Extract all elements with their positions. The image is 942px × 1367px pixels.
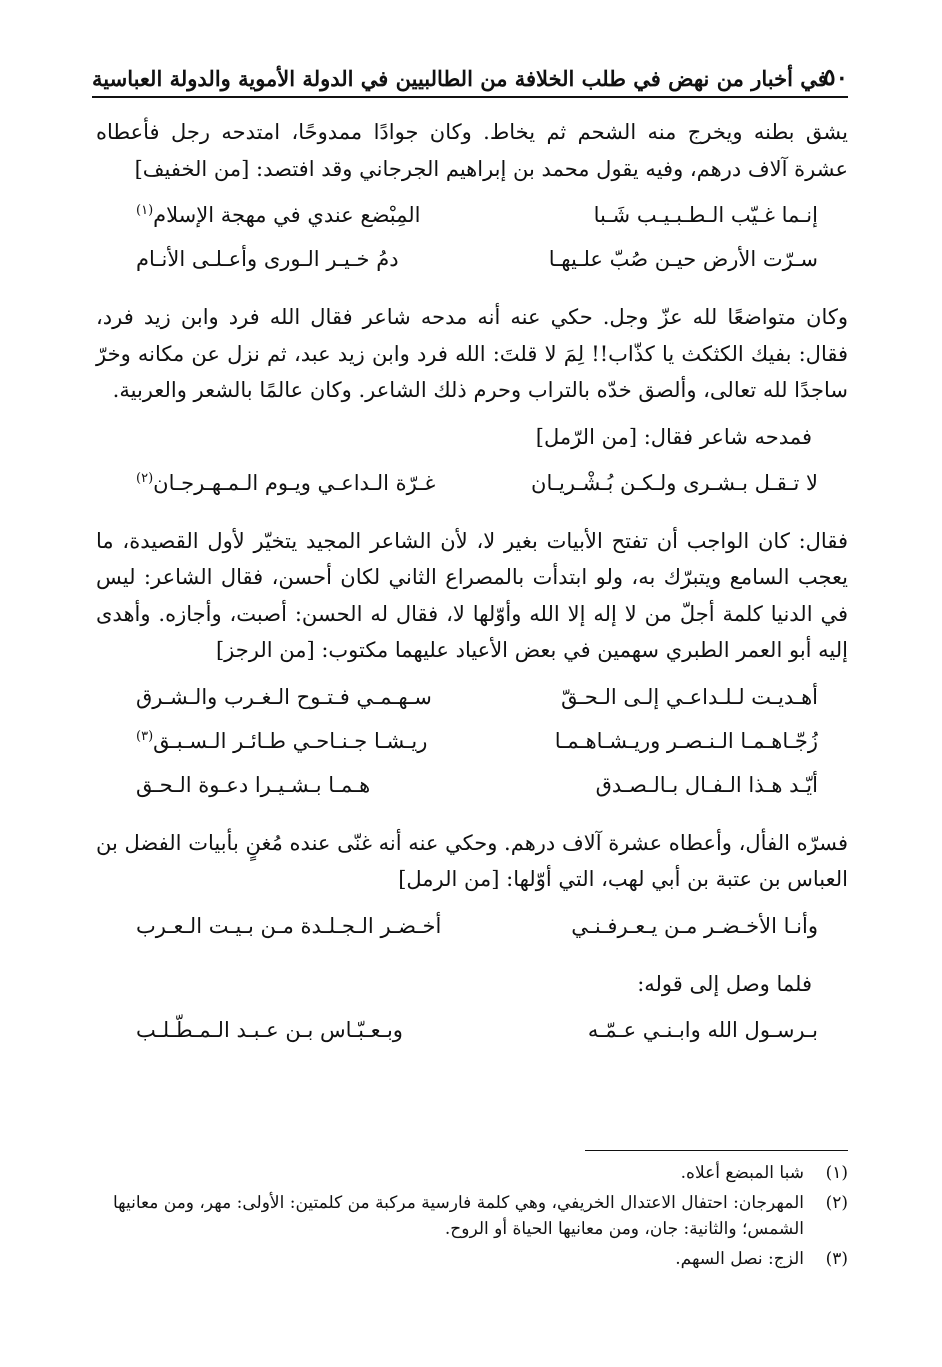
poem-intro: فلما وصل إلى قوله: <box>637 971 812 996</box>
poem <box>96 465 848 509</box>
paragraph: يشق بطنه ويخرج منه الشحم ثم يخاط. وكان جوادًا ممدوحًا، امتدحه رجل فأعطاه عشرة آلاف درهم، وفيه يقول محمد بن إبراهيم الجرجاني وقد افتصد: [من الخفيف] <box>96 120 848 181</box>
verse-line <box>96 679 848 723</box>
footnote <box>96 1160 848 1186</box>
first-hemistich: بـرسـول الله وابـنـي عـمّـه <box>587 1017 818 1042</box>
verse-line <box>96 723 848 767</box>
hemistich-text: غـرّة الـداعـي ويـوم الـمـهـرجـان <box>153 470 436 495</box>
first-hemistich: وأنـا الأخـضـر مـن يـعـرفـنـي <box>571 913 818 938</box>
second-hemistich <box>136 729 427 753</box>
first-hemistich: لا تـقـل بـشـرى ولـكـن بُـشْـريـان <box>531 470 818 495</box>
verse-line <box>96 241 848 285</box>
first-hemistich: أيّـد هـذا الـفـال بـالـصـدق <box>595 772 818 797</box>
second-hemistich: سـهـمـي فـتـوح الـغـرب والـشـرق <box>136 684 432 709</box>
verse-line <box>96 767 848 811</box>
footnote-separator <box>585 1150 848 1151</box>
footnote-number: (٢) <box>825 1193 848 1213</box>
footnote-text: الزج: نصل السهم. <box>675 1249 804 1269</box>
first-hemistich: زُجّـاهـمـا الـنـصـر وريـشـاهـمـا <box>554 728 818 753</box>
running-header <box>92 62 848 98</box>
verse-line <box>96 908 848 952</box>
second-hemistich <box>136 471 435 495</box>
main-text <box>96 108 848 1070</box>
footnote-text: المهرجان: احتفال الاعتدال الخريفي، وهي كلمة فارسية مركبة من كلمتين: الأولى: مهر، ومن معانيها الشمس؛ والثانية: جان، ومن معانيها الحياة أو الروح. <box>112 1193 804 1239</box>
second-hemistich: هـمـا بـشـيـرا دعـوة الـحـق <box>136 772 371 797</box>
hemistich-text: ريـشـا جـنـاحـي طـائـر الـسـبـق <box>153 728 428 753</box>
paragraph: وكان متواضعًا لله عزّ وجل. حكي عنه أنه مدحه شاعر فقال الله فرد وابن زيد فرد، فقال: بفيك الكثكث يا كذّاب!! لِمَ لا قلتَ: الله فرد وابن زيد عبد، ثم نزل عن مكانه وخرّ ساجدًا لله تعالى، وألصق خدّه بالتراب وحرم ذلك الشاعر. وكان عالمًا بالشعر والعربية. <box>96 305 849 402</box>
footnote-ref: (٣) <box>136 728 154 744</box>
first-hemistich: سـرّت الأرض حيـن صُبّ علـيهـا <box>548 247 818 271</box>
hemistich-text: المِبْضع عندي في مهجة الإسلام <box>153 203 421 227</box>
footnote <box>96 1190 848 1242</box>
poem <box>96 1012 848 1056</box>
second-hemistich: أخـضـر الـجـلـدة مـن بـيـت الـعـرب <box>136 913 442 938</box>
verse-line <box>96 197 848 241</box>
verse-line <box>96 1012 848 1056</box>
page-number: ٥٠ <box>823 64 848 91</box>
footnote-number: (١) <box>825 1163 848 1183</box>
second-hemistich <box>136 203 421 227</box>
second-hemistich: دمُ خـيـر الـورى وأعـلـى الأنـام <box>136 247 399 271</box>
footnote-ref: (١) <box>136 203 154 218</box>
footnote <box>96 1246 848 1272</box>
footnote-number: (٣) <box>825 1249 848 1269</box>
verse-line <box>96 465 848 509</box>
first-hemistich: إنـما غـيّب الـطـبـيـب شَـبا <box>593 203 818 227</box>
poem-intro: فمدحه شاعر فقال: [من الرّمل] <box>535 424 812 449</box>
first-hemistich: أهـديـت لـلـداعـي إلـى الـحـقّ <box>561 684 818 709</box>
footnote-text: شبا المبضع أعلاه. <box>680 1163 804 1183</box>
poem <box>96 908 848 952</box>
footnote-ref: (٢) <box>136 470 154 486</box>
running-title: في أخبار من نهض في طلب الخلافة من الطالبيين في الدولة الأموية والدولة العباسية <box>92 66 828 91</box>
poem <box>96 197 848 285</box>
footnotes <box>96 1160 848 1276</box>
second-hemistich: وبـعـبّـاس بـن عـبـد الـمـطّـلـب <box>136 1017 403 1042</box>
paragraph: فسرّه الفأل، وأعطاه عشرة آلاف درهم. وحكي عنه أنه غنّى عنده مُغنٍ بأبيات الفضل بن العباس بن عتبة بن أبي لهب، التي أوّلها: [من الرمل] <box>96 830 848 891</box>
poem <box>96 679 848 811</box>
paragraph: فقال: كان الواجب أن تفتح الأبيات بغير لا، لأن الشاعر المجيد يتخيّر لأول القصيدة، ما يعجب السامع ويتبرّك به، ولو ابتدأت بالمصراع الثاني لكان أحسن، فقال الشاعر: ليس في الدنيا كلمة أجلّ من لا إله إلا الله وأوّلها لا، فقال له الحسن: أصبت، وأجازه. وأهدى إليه أبو العمر الطبري سهمين في بعض الأعياد عليهما مكتوب: [من الرجز] <box>96 528 848 662</box>
